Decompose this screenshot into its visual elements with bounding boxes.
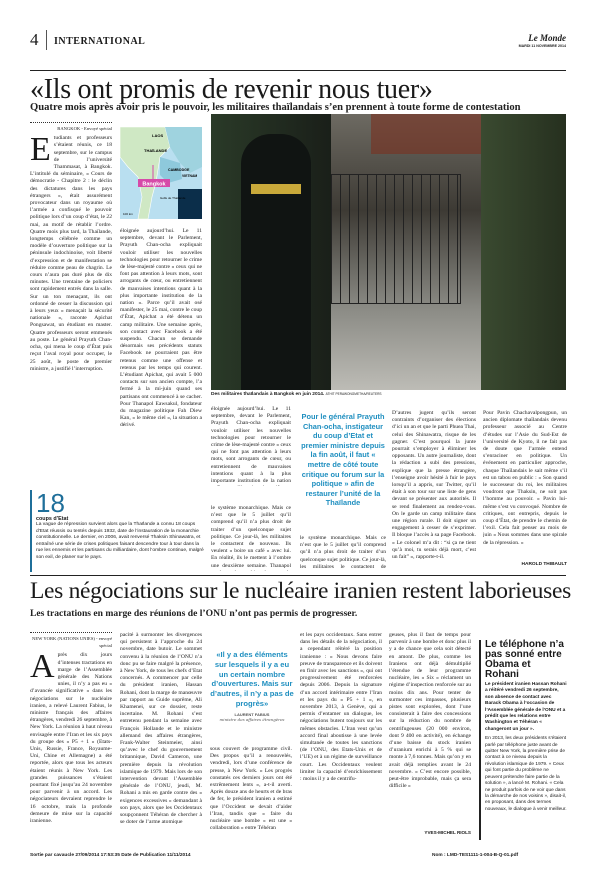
article2-column-3 [210, 746, 292, 837]
article1-column-2 [120, 228, 202, 484]
sidebar-text: En 2013, les deux présidents s’étaient parlé par téléphone juste avant de quitter New York, la première prise de contact à ce niveau depuis la révolution islamique de 1979. « Ceux qui font partie du problème ne peuvent prétendre faire partie de la solution », a lancé M. Rohani. « Cela ne produit parfois de ne voir que dans la démarche de nos voisins », disait-il, en proposant, dans des termes nouveaux, le dialogue à venir meilleur. [485, 736, 567, 812]
body-text: éloignée aujourd’hui. Le 11 septembre, devant le Parlement, Prayuth Chan-ocha expliquait vouloir utiliser les nouvelles technologies pour retourner le crime de lèse-majesté contre « ceux qui ne font pas attention à leurs mots, sont arrogants de cœur, ou entretiennent de mauvaises intentions quant à la plus importante institution de la nation ». Parce qu’il avait osé manifester, le 25 mai, contre le coup d’État, Apichat a été détenu un camp militaire. Une semaine après, son contact avec Facebook a été suspendu. Chacun se demande désormais ses précédents statuts Facebook ne pourraient pas être retenus comme une offense et retenus par les temps qui courent. L’étudiant Apichat, qui avait 5 000 contacts sur son ancien compte, l’a fermé à la mi-juin quand ses partisans ont commencé à se cacher. Pour Thanapol Eawsakul, fondateur du magazine politique Fah Diew Kan, « le même ciel », la situation a dérivé. [120, 228, 202, 429]
body-text: geuses, plus il faut de temps pour parvenir à une bombe et donc plus il y a de chance que cela soit détecté en amont. De plus, comme les Iraniens ont déjà démultiplié l’étendue de leur programme nucléaire, les « Six » réclament un régime d’inspection renforcée sur au moins dix ans. Pour tenter de surmonter ces impasses, plusieurs pistes sont explorées, dont l’une consisterait à faire des concessions sur la réduction du nombre de centrifugeuses (20 000 environ, dont 9 400 en activité), en échange d’une baisse du stock iranien d’uranium enrichi à 5 % qui se monte à 7,6 tonnes. Mais qu’on y en avait déjà remplies avant le 24 novembre. « C’est encore possible, peut-être improbable, mais ça sera difficile » [389, 632, 471, 790]
map-label: LAOS [152, 133, 164, 138]
body-text: éloignée aujourd’hui. Le 11 septembre, devant le Parlement, Prayuth Chan-ocha expliquait vouloir utiliser les nouvelles technologies pour retourner le crime de lèse-majesté contre « ceux qui ne font pas attention à leurs mots, sont arrogants de cœur, ou entretiennent de mauvaises intentions quant à la plus importante institution de la nation [211, 406, 291, 485]
article1-column-5 [483, 410, 567, 560]
folio-divider [46, 30, 47, 50]
map-scale: 100 km [123, 212, 133, 216]
article1-subhead: Quatre mois après avoir pris le pouvoir, les militaires thaïlandais s’en prennent à toute forme de contestation [30, 102, 521, 113]
pull-quote-text: «Il y a des éléments sur lesquels il y a eu un certain nombre d’ouvertures. Mais sur d’autres, il n’y a pas de progrès» [210, 650, 294, 708]
dateline: NEW YORK (NATIONS UNIES) - envoyé spécial [30, 632, 112, 649]
sidebar-title: Le téléphone n’a pas sonné entre Obama et Rohani [485, 639, 564, 680]
body-text: sous couvert de programme civil. Des propos qu’il a renouvelés, vendredi, lors d’une conférence de presse, à New York. « Les progrès constatés ces derniers jours ont été extrêmement lents », a-t-il averti. Après douze ans de heurts et de bras de fer, le président iranien a estimé que l’Occident se devait d’aider l’Iran, tandis que « faire du nucléaire une bombe » est une « collaboration » entre Téhéran [210, 746, 292, 832]
article2-column-2 [120, 632, 202, 837]
footer-right: Nom : LMD-TES1111-1-004-B-Q-01.pdf [432, 853, 519, 858]
pull-quote: Pour le général Prayuth Chan-ocha, instigateur du coup d’Etat et premier ministre depuis la fin août, il faut « mettre de côté toute critique ou forum sur la politique » afin de restaurer l’unité de la Thaïlande [301, 412, 385, 508]
map-label: Golfe de Thaïlande [160, 196, 186, 200]
body-text: le système monarchique. Mais ce n’est que le 5 juillet qu’il comprend qu’il n’a plus droit de traiter d’un quelconque sujet politique. Ce jour-là, les militaires le contactent de nouveau. Ils veulent « boire un café » avec lui. En réalité, ils le mettent à l’ombre une deuxième semaine. Thanapol [211, 505, 291, 569]
photo-credit: ATHIT PERAWONGMETHA/REUTERS [325, 392, 382, 396]
article1-column-4a [300, 535, 386, 571]
newspaper-logo: Le Monde [528, 33, 566, 43]
article2-headline: Les négociations sur le nucléaire iranien restent laborieuses [30, 578, 571, 604]
stat-label: coups d’Etat [36, 516, 69, 522]
pull-quote-author: LAURENT FABIUS [234, 711, 270, 717]
stat-box [30, 490, 206, 572]
article2-column-4 [300, 632, 382, 837]
footer-left: Sortie par cavaucle 27/09/2014 17:53:35 Date de Publication 11/11/2014 [30, 853, 191, 858]
body-text: pacité à surmonter les divergences qui persistent à l’approche du 24 novembre, date butoir. Le sommet convenu à la réunion de l’ONU n’a donc pu se faire malgré la présence, à New York, de tous les chefs d’Etat concernés. A commencer par celle du président iranien, Hassan Rohani, dont la marge de manœuvre par rapport au Guide suprême, Ali Khamenei, sur ce dossier, reste incertaine. M. Rohani s’est entretenu pendant la semaine avec François Hollande et le ministre allemand des affaires étrangères, Frank-Walter Steinmeier, ainsi qu’avec le chef du gouvernement britannique, David Cameron, une première depuis la révolution islamique de 1979. Mais lors de son intervention devant l’Assemblée générale de l’ONU, jeudi, M. Rohani a mis en garde contre des « exigences excessives » demandant à son pays, alors que les Occidentaux soupçonnent Téhéran de chercher à se doter de l’arme atomique [120, 632, 202, 826]
article1-column-3a [211, 406, 291, 486]
pull-quote-2 [210, 650, 294, 722]
sidebar-box [479, 640, 567, 840]
page-number: 4 [30, 30, 39, 49]
thailand-map [120, 127, 202, 219]
article2-subhead: Les tractations en marge des réunions de l’ONU n’ont pas permis de progresser. [30, 608, 358, 619]
caption-text: Des militaires thaïlandais à Bangkok en juin 2014. [211, 392, 325, 397]
section-name: INTERNATIONAL [54, 36, 146, 47]
article1-column-3 [211, 505, 291, 571]
body-text: Pour Pavin Chachavalpongpun, un ancien diplomate thaïlandais devenu professeur associé au Centre d’études sur l’Asie du Sud-Est de l’université de Kyoto, il ne fait pas de doute que l’armée entend s’enraciner en politique. Un événement en particulier approche, chaque Thaïlandais le sait même s’il est un tabou en public : « Son quand le successeur du roi, les militaires voudront que Thaksin, ne soit pas l’homme au pouvoir. » Pavin lui-même s’est vu convoqué. Nombre de critiques, ont entrepris, depuis le coup d’État, de prendre le chemin de l’exil. Cela fait penser au mois de juin « Nous sommes dans une spirale de la répression. » [483, 410, 567, 546]
map-label: THAÏLANDE [144, 148, 168, 153]
dateline: BANGKOK - Envoyé spécial [30, 122, 112, 132]
photo-caption [211, 392, 566, 397]
sidebar-text: Le président iranien Hassan Rohani a réitéré vendredi 26 septembre, son absence de contact avec Barack Obama à l’occasion de l’Assemblée générale de l’ONU et a prédit que les relations entre Washington et Téhéran « changeront un jour ». [485, 682, 567, 732]
body-text: le système monarchique. Mais ce n’est que le 5 juillet qu’il comprend qu’il n’a plus droit de traiter d’un quelconque sujet politique. Ce jour-là, les militaires le contactent de [300, 535, 386, 570]
article1-column-4 [392, 410, 476, 572]
map-label: CAMBODGE [168, 168, 190, 172]
article1-column-1 [30, 122, 112, 484]
map-label-bangkok: Bangkok [142, 181, 166, 188]
article1-headline: «Ils ont promis de revenir nous tuer» [30, 74, 433, 105]
map-label: VIETNAM [182, 174, 198, 178]
body-text: et les pays occidentaux. Sans entrer dans les détails de la négociation, il a cependant réitéré la position iranienne : « Nous devons faire preuve de transparence et ils doivent en finir avec les sanctions », qui ont progressivement été renforcées depuis 2006. Depuis la signature d’un accord intérimaire entre l’Iran et les pays du « P5 + 1 », en novembre 2013, à Genève, qui a permis d’entamer un dialogue, les négociations butent toujours sur les mêmes obstacles. L’Iran veut qu’un accord final aboutisse à une levée simultanée de toutes les sanctions (de l’ONU, des Etats-Unis et de l’UE) et à un régime de surveillance court. Les Occidentaux veulent limiter la capacité d’enrichissement : moins il y a de centrifu- [300, 632, 382, 783]
pull-quote-role: ministre des affaires étrangères [219, 716, 285, 722]
article2-column-5 [389, 632, 471, 828]
body-text: tudiants et professeurs s’étaient réunis, ce 18 septembre, sur le campus de l’université Thammasat, à Bangkok. L’intitulé du séminaire, « Cours de démocratie - Chapitre 2 : le déclin des dictatures dans les pays étrangers », était assurément provocateur dans un royaume où l’armée a confisqué le pouvoir politique lors d’un coup d’état, le 22 mai, au motif de rétablir l’ordre. Quatre mois plus tard, la Thaïlande, longtemps célébrée comme un modèle d’ouverture politique sur la péninsule indochinoise, voit liberté d’expression et de manifestation se réduire comme peau de chagrin. Le cours n’aura pas duré plus de dix minutes. Une trentaine de policiers sont rapidement entrés dans la salle. Sur un ton menaçant, ils ont ordonné de cesser la discussion qui à leurs yeux « menaçait la sécurité nationale », raconte Apichat Pongsawat, un étudiant en master. Quatre professeurs seront emmenés au poste. Le général Prayuth Chan-ocha, qui mena le coup d’État puis reçut l’aval royal pour occuper, le 25 août, le poste de premier ministre, a justifié l’interruption. [30, 135, 112, 372]
issue-date: MARDI 11 NOVEMBRE 2014 [518, 44, 566, 48]
stat-number: 18 [36, 488, 65, 518]
section-rule [30, 575, 566, 576]
body-text: D’autres jugent qu’ils seront contraints d’organiser des élections d’ici un an et que le parti Phuea Thai, celui des Shinawatra, risque de les gagner. C’est pourquoi la junte pourrait s’employer à éliminer les opposants. Un autre journaliste, dont la rédaction a subi des pressions, explique que la presse étrangère, l’enseigne avoir hésité à fuir le pays lorsqu’il a appris, sur Twitter, qu’il était à son tour sur une liste de gens devant se présenter aux autorités. Il se rend finalement au rendez-vous. On le garde un camp militaire dans une région rurale. Il doit signer un engagement à cesser de s’exprimer. Il bloque l’accès à sa page Facebook. « Le colonel m’a dit : “si ça ne tient qu’à moi, tu serais déjà mort, c’est un fait” », rapporte-t-il. [392, 410, 476, 561]
article2-column-1 [30, 632, 112, 837]
byline: HAROLD THIBAULT [521, 562, 567, 567]
byline: YVES-MICHEL RIOLS [424, 830, 471, 835]
body-text: près dix jours d’intenses tractations en marge de l’Assemblée générale des Nations unies, il n’y a pas eu « d’avancée significative » dans les négociations sur le nucléaire iranien, a relevé Laurent Fabius, le ministre français des affaires étrangères, vendredi 26 septembre, à New York. La réunion à haut niveau envisagée entre l’Iran et les six pays du groupe des « P5 + 1 » (Etats-Unis, Russie, France, Royaume-Uni, Chine et Allemagne) a été reportée, alors que tous les acteurs étaient réunis à New York. Les grandes puissances s’étaient pourtant fixé jusqu’au 24 novembre pour parvenir à un accord. Les négociateurs devraient reprendre le 16 octobre, mais la profonde demeure de mise sur la capacité iranienne. [30, 652, 112, 825]
top-rule [30, 70, 566, 71]
drop-cap: E [30, 131, 51, 169]
drop-cap: A [30, 648, 55, 686]
soldiers-photo [211, 114, 566, 390]
stat-text: La vague de répression survient alors que la Thaïlande a connu 18 coups d’Etat réussis ou tentés depuis 1932, date de l’instauration de la monarchie constitutionnelle. Le dernier, en 2006, avait renversé Thaksin Shinawatra, et entraîné une série de crises politiques faisant descendre tour à tour dans la rue les ennemis et les partisans du milliardaire, dont l’ombre continue, malgré son exil, de planer sur le pays. [36, 522, 204, 560]
